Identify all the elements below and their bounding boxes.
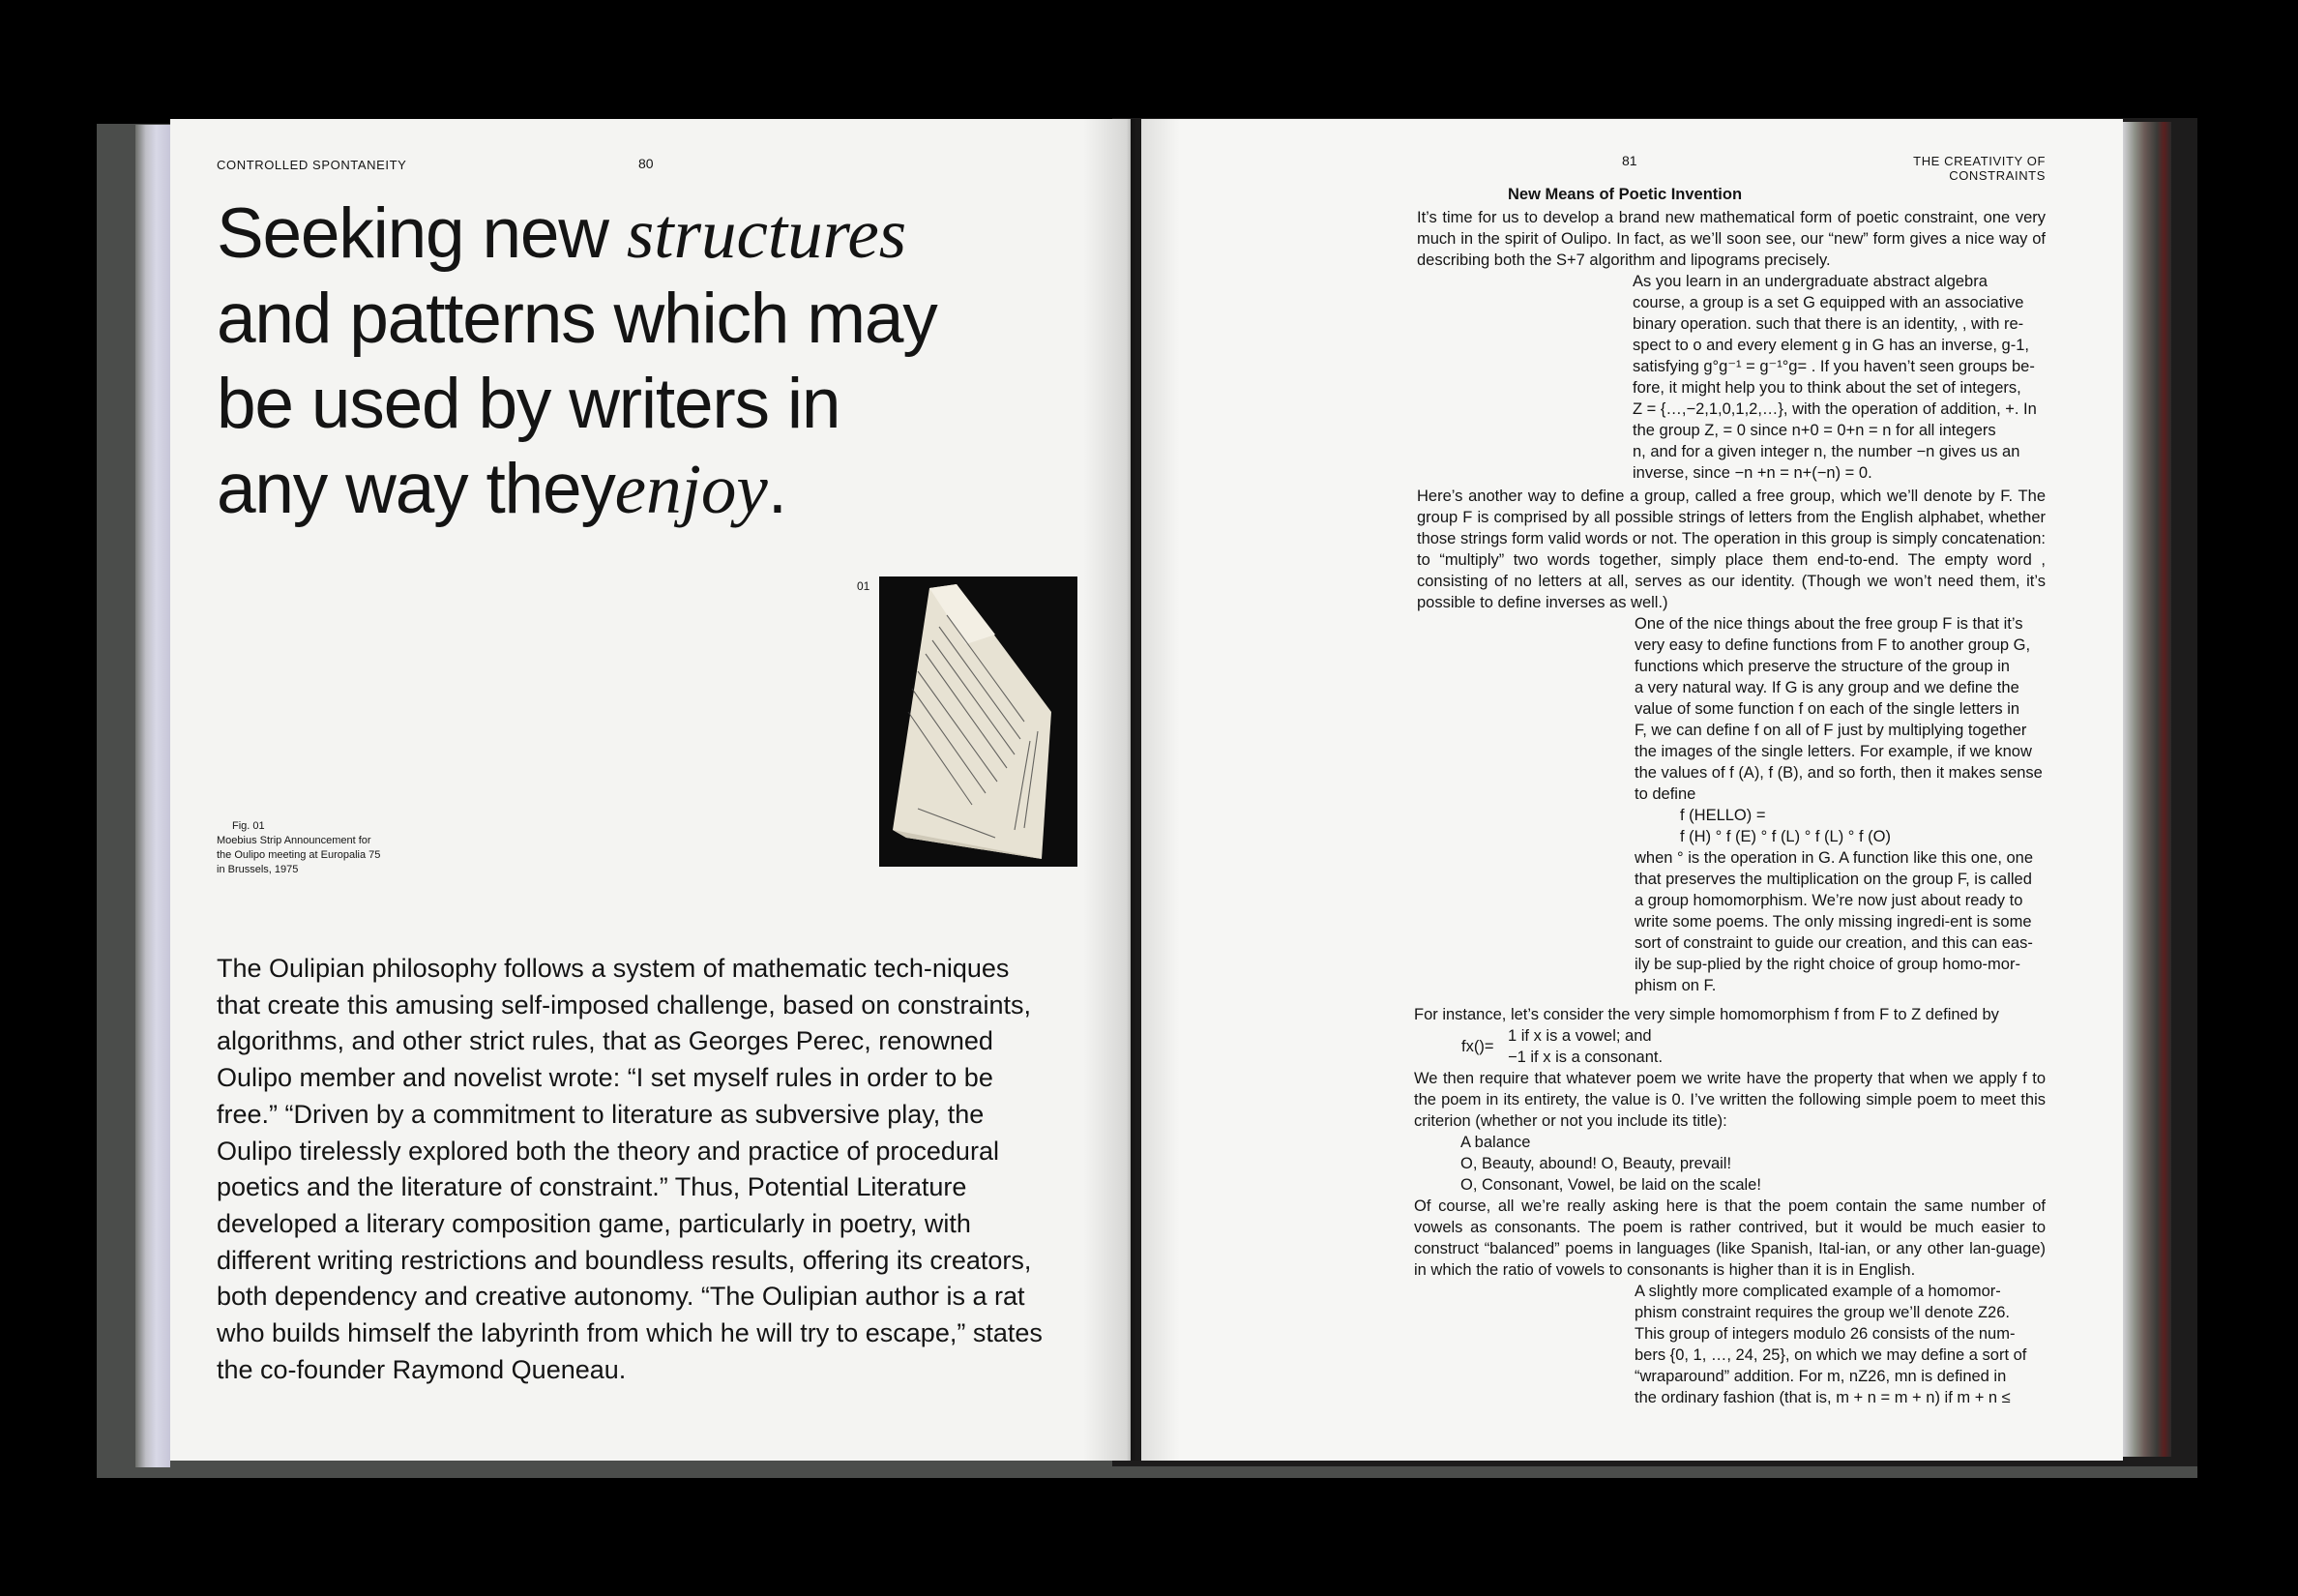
section-title: New Means of Poetic Invention — [1508, 186, 1743, 203]
paper-strip-graphic — [879, 576, 1077, 867]
text-line: the values of f (A), f (B), and so forth, then it makes sense — [1635, 764, 2043, 782]
moebius-strip-photo — [879, 576, 1077, 867]
text-line: course, a group is a set G equipped with an associative — [1633, 294, 2024, 311]
headline-line2: and patterns which may — [217, 280, 937, 358]
page-edges-right — [2123, 122, 2171, 1457]
function-case-2: −1 if x is a consonant. — [1508, 1049, 1664, 1066]
page-number-left: 80 — [638, 156, 654, 171]
paragraph-5 — [1635, 847, 2046, 996]
text-line: F, we can define f on all of F just by multiplying together — [1635, 722, 2027, 739]
text-line: “wraparound” addition. For m, nZ26, mn is defined in — [1635, 1368, 2007, 1385]
function-label: fx()= — [1461, 1038, 1494, 1055]
text-line: satisfying g°g⁻¹ = g⁻¹°g= . If you haven’t seen groups be- — [1633, 358, 2035, 375]
paragraph-3: Here’s another way to define a group, called a free group, which we’ll denote by F. The group F is comprised by all possible strings of letters from the English alphabet, whether those strings form valid words or not. The operation in this group is simply concatenation: to “multiply” two words together, simply place them end-to-end. The empty word , consisting of no letters at all, serves as our identity. (Though we won’t need them, it’s possible to define inverses as well.) — [1417, 488, 2046, 611]
text-line: functions which preserve the structure of the group in — [1635, 658, 2010, 675]
paragraph-4 — [1635, 613, 2046, 805]
text-line: fore, it might help you to think about the set of integers, — [1633, 379, 2021, 397]
running-head-left: CONTROLLED SPONTANEITY — [217, 158, 407, 172]
text-line: to define — [1635, 785, 1696, 803]
text-line: binary operation. such that there is an identity, , with re- — [1633, 315, 2024, 333]
left-page — [170, 119, 1131, 1461]
paragraph-7: We then require that whatever poem we write have the property that when we apply f to the poem in its entirety, the value is 0. I’ve written the following simple poem to meet this criterion (whether or not you include its title): — [1414, 1070, 2046, 1130]
text-line: value of some function f on each of the single letters in — [1635, 700, 2020, 718]
headline-line3: be used by writers in — [217, 365, 840, 443]
text-line: the images of the single letters. For example, if we know — [1635, 743, 2032, 760]
text-line: that preserves the multiplication on the group F, is called — [1635, 871, 2032, 888]
page-edges-left — [135, 125, 170, 1467]
gutter-shadow — [1083, 119, 1180, 1461]
text-line: This group of integers modulo 26 consists of the num- — [1635, 1325, 2016, 1343]
headline — [217, 192, 1087, 532]
text-line: the ordinary fashion (that is, m + n = m + n) if m + n ≤ — [1635, 1389, 2011, 1406]
paragraph-8: Of course, all we’re really asking here is that the poem contain the same number of vowels as consonants. The poem is rather contrived, but it would be much easier to construct “balanced” poems in languages (like Spanish, Ital-ian, or any other lan-guage) in which the ratio of vowels to consonants is higher than it is in English. — [1414, 1197, 2046, 1279]
paragraph-2 — [1633, 271, 2046, 484]
body-paragraph: The Oulipian philosophy follows a system of mathematic tech-niques that create this amusing self-imposed challenge, based on constraints, algorithms, and other strict rules, that as Georges Perec, renowned Oulipo member and novelist wrote: “I set myself rules in order to be free.” “Driven by a commitment to literature as subversive play, the Oulipo tirelessly explored both the theory and practice of procedural poetics and the literature of constraint.” Thus, Potential Literature developed a literary composition game, particularly in poetry, with different writing restrictions and boundless results, offering its creators, both dependency and creative autonomy. “The Oulipian author is a rat who builds himself the labyrinth from which he will try to escape,” states the co-founder Raymond Queneau. — [217, 954, 1043, 1384]
right-page — [1141, 119, 2123, 1461]
figure-caption — [217, 819, 420, 877]
text-line: inverse, since −n +n = n+(−n) = 0. — [1633, 464, 1872, 482]
poem-line-2: O, Consonant, Vowel, be laid on the scale! — [1460, 1176, 1761, 1194]
text-line: a group homomorphism. We’re now just about ready to — [1635, 892, 2023, 909]
headline-line4: any way theyenjoy. — [217, 450, 786, 528]
text-line: very easy to define functions from F to another group G, — [1635, 636, 2031, 654]
page-number-right: 81 — [1622, 153, 1637, 168]
running-head-right: THE CREATIVITY OF CONSTRAINTS — [1913, 154, 2046, 183]
caption-label: Fig. 01 — [232, 820, 265, 832]
text-line: ily be sup-plied by the right choice of group homo-mor- — [1635, 956, 2020, 973]
text-line: phism on F. — [1635, 977, 1717, 994]
poem-line-1: O, Beauty, abound! O, Beauty, prevail! — [1460, 1155, 1732, 1172]
paragraph-1: It’s time for us to develop a brand new mathematical form of poetic constraint, one very much in the spirit of Oulipo. In fact, as we’ll soon see, our “new” form gives a nice way of describing both the S+7 algorithm and lipograms precisely. — [1417, 209, 2046, 269]
text-line: a very natural way. If G is any group and we define the — [1635, 679, 2019, 696]
text-line: phism constraint requires the group we’ll denote Z26. — [1635, 1304, 2010, 1321]
text-line: A slightly more complicated example of a homomor- — [1635, 1283, 2001, 1300]
text-line: sort of constraint to guide our creation, and this can eas- — [1635, 934, 2033, 952]
text-line: One of the nice things about the free group F is that it’s — [1635, 615, 2023, 633]
poem-title: A balance — [1460, 1134, 1531, 1151]
paragraph-9 — [1635, 1281, 2046, 1408]
text-line: As you learn in an undergraduate abstract algebra — [1633, 273, 1988, 290]
equation-line-2: f (H) ° f (E) ° f (L) ° f (L) ° f (O) — [1680, 828, 1891, 845]
text-line: Z = {…,−2,1,0,1,2,…}, with the operation of addition, +. In — [1633, 400, 2037, 418]
text-line: when ° is the operation in G. A function like this one, one — [1635, 849, 2034, 867]
caption-line1: Moebius Strip Announcement for — [217, 835, 371, 846]
text-line: write some poems. The only missing ingredi-ent is some — [1635, 913, 2032, 931]
caption-line3: in Brussels, 1975 — [217, 864, 299, 875]
text-line: the group Z, = 0 since n+0 = 0+n = n for all integers — [1633, 422, 1996, 439]
paragraph-6: For instance, let’s consider the very simple homomorphism f from F to Z defined by — [1414, 1006, 1999, 1023]
text-line: bers {0, 1, …, 24, 25}, on which we may define a sort of — [1635, 1346, 2027, 1364]
text-line: n, and for a given integer n, the number −n gives us an — [1633, 443, 2020, 460]
text-line: spect to o and every element g in G has an inverse, g-1, — [1633, 337, 2029, 354]
caption-line2: the Oulipo meeting at Europalia 75 — [217, 849, 381, 861]
figure-number: 01 — [857, 579, 870, 593]
function-case-1: 1 if x is a vowel; and — [1508, 1027, 1652, 1045]
equation-line-1: f (HELLO) = — [1680, 807, 1766, 824]
headline-line1: Seeking new structures — [217, 194, 907, 273]
